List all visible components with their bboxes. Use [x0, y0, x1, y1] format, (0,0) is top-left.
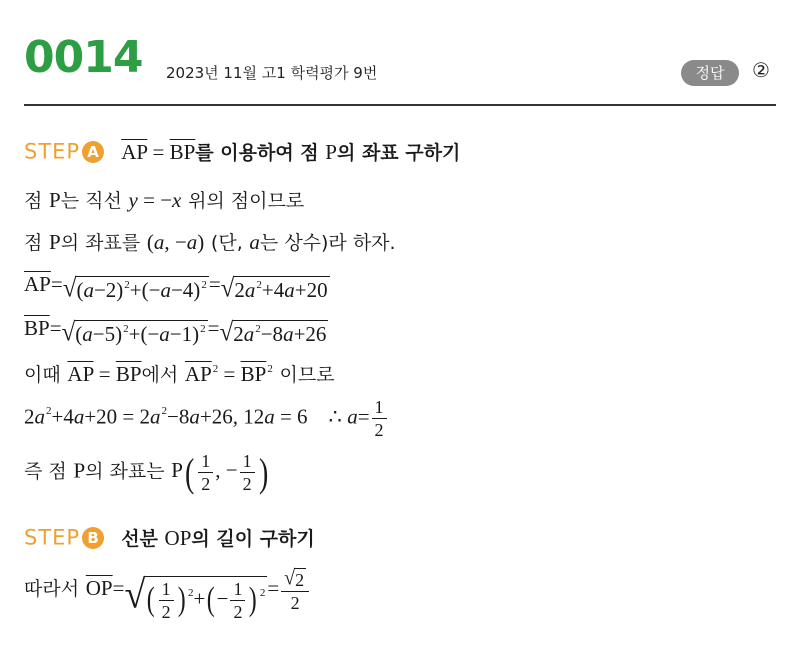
- answer-badge: 정답: [681, 60, 739, 86]
- header-divider: [24, 104, 776, 106]
- solution-line-8: 따라서 $\overline{OP}=$ √ ( $\frac{1}{2}$ ) $^2$+(− $\frac{1}{2}$ ) $^2$ = √ 2 2: [24, 568, 311, 621]
- solution-line-5: 이때 $\overline{AP} = \overline{BP}$에서 $\overline{AP}^2 = \overline{BP}^2$ 이므로: [24, 362, 335, 386]
- problem-source: 2023년 11월 고1 학력평가 9번: [166, 64, 378, 82]
- step-a-heading: [24, 138, 460, 165]
- solution-line-7: 즉 점 P의 좌표는 P( $\frac{1}{2}$ , − $\frac{1}{2}$ ): [24, 449, 268, 495]
- solution-line-1: 점 P는 직선 y = −x 위의 점이므로: [24, 188, 305, 212]
- step-a-title: $\overline{AP} = \overline{BP}$를 이용하여 점 P의 좌표 구하기: [121, 140, 461, 164]
- step-label: STEP: [24, 139, 81, 164]
- answer-value: ②: [752, 58, 770, 82]
- equation-ap: $\overline{AP}=$ √ $(a-2)^2+(-a-4)^2$ = √ $2a^2+4a+20$: [24, 272, 328, 303]
- solution-line-2: 점 P의 좌표를 (a, −a) (단, a는 상수)라 하자.: [24, 230, 396, 254]
- step-label: STEP: [24, 525, 81, 550]
- step-a-badge: A: [82, 141, 104, 163]
- equation-solve: $2a^2+4a+20 = 2a^2-8a+26$, 12a = 6 ∴ a= $\frac{1}{2}$: [24, 398, 389, 439]
- step-b-heading: [24, 524, 315, 551]
- equation-bp: $\overline{BP}=$ √ $(a-5)^2+(-a-1)^2$ = √ $2a^2-8a+26$: [24, 316, 327, 347]
- step-b-badge: B: [82, 527, 104, 549]
- step-b-title: 선분 OP의 길이 구하기: [121, 526, 315, 550]
- problem-number: 0014: [24, 32, 143, 83]
